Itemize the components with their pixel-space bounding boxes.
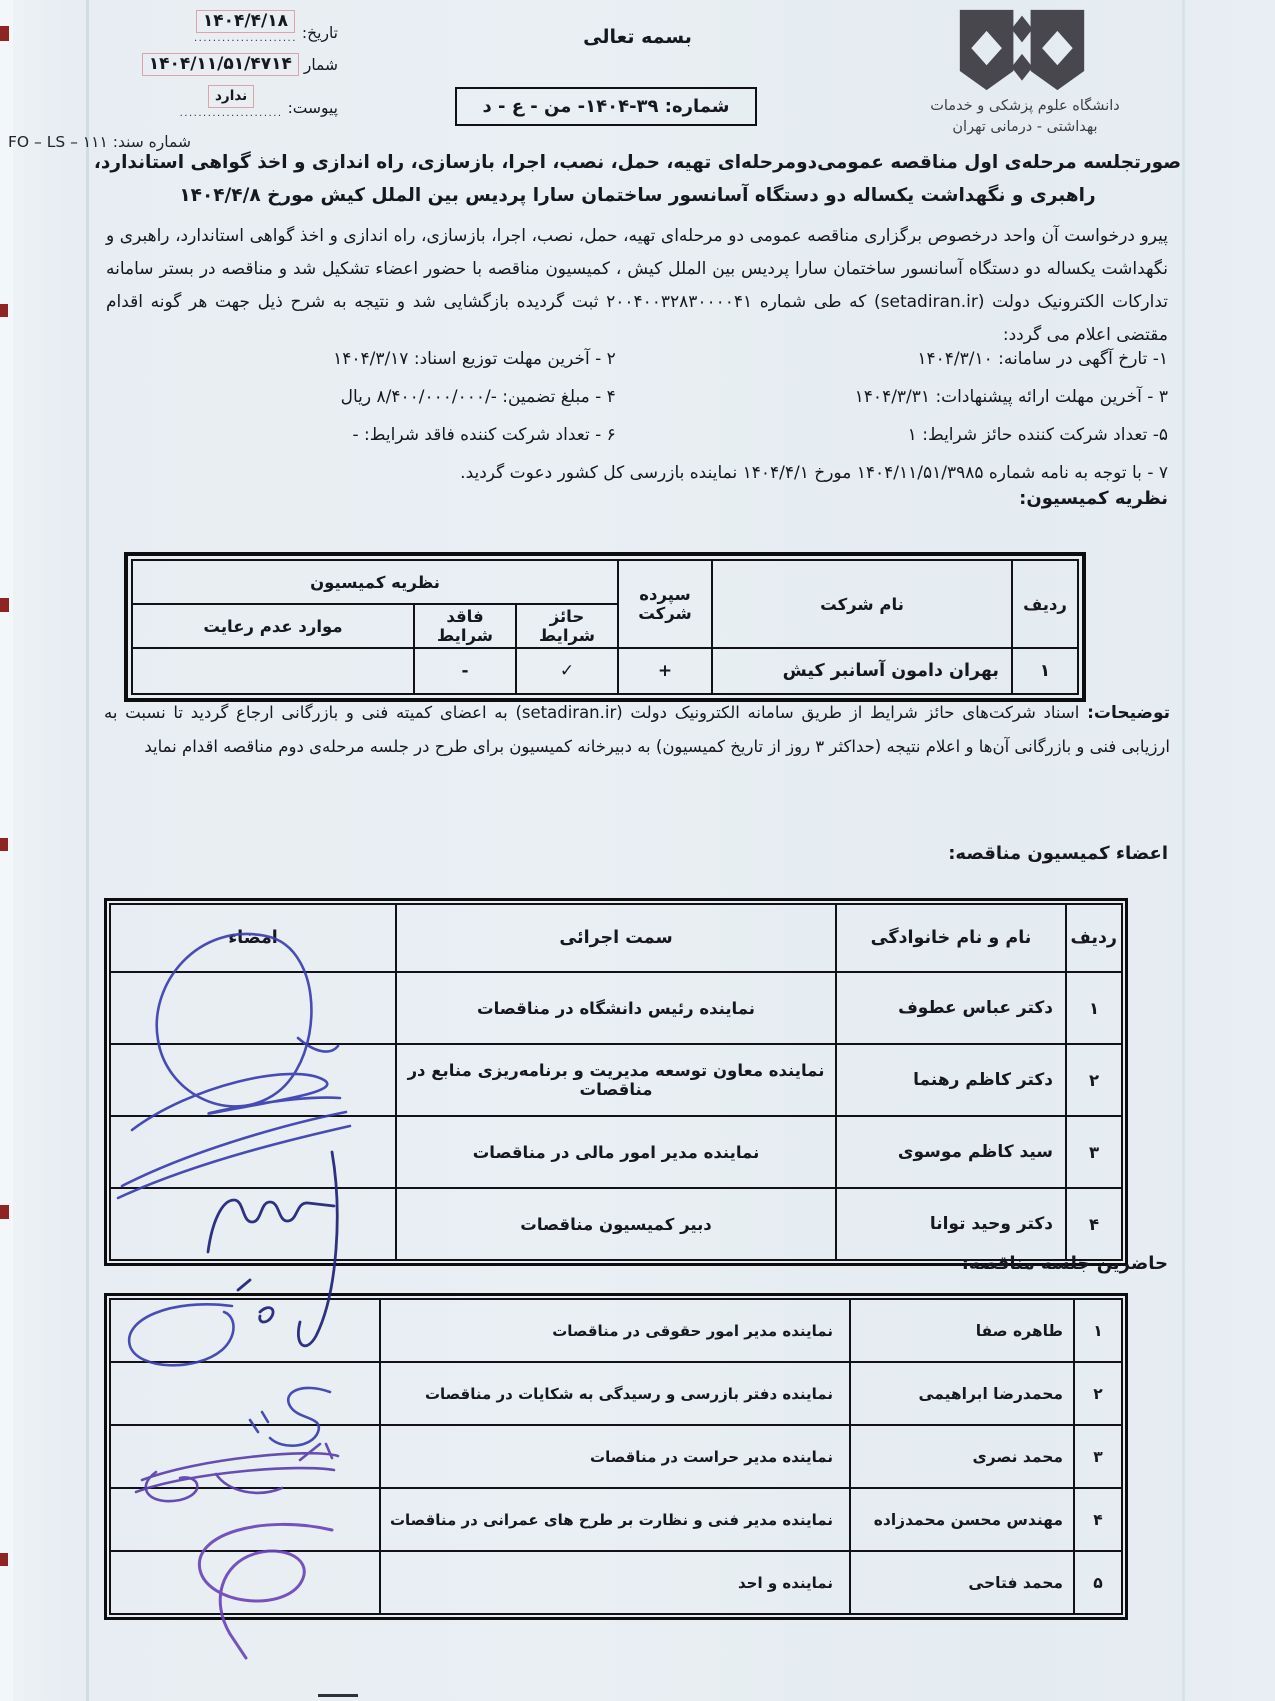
attendees-table-wrapper [104,1293,1128,1620]
item-qualified-count: ۵- تعداد شرکت کننده حائز شرایط: ۱ [907,425,1168,445]
cell-signature [110,1116,396,1188]
cell-member-role: دبیر کمیسیون مناقصات [396,1188,836,1260]
cell-radif: ۵ [1074,1551,1122,1614]
cell-unqualified-mark: - [414,648,516,694]
cell-radif: ۲ [1074,1362,1122,1425]
date-label: تاریخ: [301,24,338,42]
cell-signature [110,1551,380,1614]
cell-radif: ۲ [1066,1044,1122,1116]
notes-text: اسناد شرکت‌های حائز شرایط از طریق سامانه الکترونیک دولت (setadiran.ir) به اعضای کمیته فنی و بازرگانی ارجاع گردید تا نسبت به ارزیابی فنی و بازرگانی آن‌ها و اعلام نتیجه (حداکثر ۳ روز از تاریخ کمیسیون) به دبیرخانه کمیسیون برای طرح در جلسه مرحله‌ی دوم مناقصه اقدام نماید [104,703,1170,756]
cell-attendee-name: محمدرضا ابراهیمی [850,1362,1074,1425]
number-label: شمار [303,56,338,74]
scan-artifact [0,1205,9,1219]
cell-radif: ۱ [1012,648,1078,694]
title-line1: صورتجلسه مرحله‌ی اول مناقصه عمومی‌دومرحله‌ای تهیه، حمل، نصب، اجرا، بازسازی، راه اندازی و اخذ گواهی استاندارد، [93,152,1182,173]
tums-emblem-icon [948,6,1096,94]
cell-signature [110,972,396,1044]
cell-attendee-role: نماینده مدیر حراست در مناقصات [380,1425,850,1488]
table-row [110,1551,1122,1614]
scan-artifact [0,304,8,317]
col-opinion-group: نظریه کمیسیون [132,560,618,604]
cell-member-name: سید کاظم موسوی [836,1116,1066,1188]
besmeleh-text: بسمه تعالی [583,26,692,48]
members-heading: اعضاء کمیسیون مناقصه: [948,843,1168,864]
title-line2: راهبری و نگهداشت یکساله دو دستگاه آسانسور ساختمان سارا پردیس بین الملل کیش مورخ ۱۴۰۴/۴/۸ [179,185,1096,206]
cell-company-name: بهران دامون آسانبر کیش [712,648,1012,694]
table-row [110,1188,1122,1260]
cell-member-role: نماینده رئیس دانشگاه در مناقصات [396,972,836,1044]
opinion-heading: نظریه کمیسیون: [1019,488,1168,509]
university-name [903,96,1147,138]
opinion-table [131,559,1079,695]
item-guarantee-amount: ۴ - مبلغ تضمین: -/۸/۴۰۰/۰۰۰/۰۰۰ ریال [340,387,616,407]
col-violations: موارد عدم رعایت [132,604,414,648]
university-logo [948,6,1096,94]
cell-member-name: دکتر کاظم رهنما [836,1044,1066,1116]
cell-attendee-role: نماینده مدیر امور حقوقی در مناقصات [380,1299,850,1362]
dotted-line: ...................... [179,108,283,119]
item-unqualified-count: ۶ - تعداد شرکت کننده فاقد شرایط: - [352,425,616,445]
cell-attendee-name: طاهره صفا [850,1299,1074,1362]
cell-member-name: دکتر عباس عطوف [836,972,1066,1044]
tender-summary-items [106,344,1168,488]
cell-qualified-checkmark: ✓ [516,648,618,694]
university-name-line2: بهداشتی - درمانی تهران [952,119,1098,135]
item-docs-deadline: ۲ - آخرین مهلت توزیع اسناد: ۱۴۰۴/۳/۱۷ [333,349,616,369]
attendees-heading: حاضرین جلسه مناقصه: [961,1253,1168,1274]
table-row [110,1488,1122,1551]
table-row [110,1116,1122,1188]
table-row [110,1044,1122,1116]
table-row [110,972,1122,1044]
col-deposit: سپرده شرکت [618,560,712,648]
col-company: نام شرکت [712,560,1012,648]
col-fullname: نام و نام خانوادگی [836,904,1066,972]
item-inspector-invited: ۷ - با توجه به نامه شماره ۱۴۰۴/۱۱/۵۱/۳۹۸۵ مورخ ۱۴۰۴/۴/۱ نماینده بازرسی کل کشور دعوت گردید. [460,463,1168,483]
item-ad-date: ۱- تارخ آگهی در سامانه: ۱۴۰۴/۳/۱۰ [917,349,1168,369]
table-row [110,1299,1122,1362]
col-role: سمت اجرائی [396,904,836,972]
cell-signature [110,1299,380,1362]
cell-radif: ۱ [1074,1299,1122,1362]
scan-artifact [318,1694,358,1697]
col-radif: ردیف [1066,904,1122,972]
cell-attendee-name: مهندس محسن محمدزاده [850,1488,1074,1551]
col-signature: امضاء [110,904,396,972]
col-qualified: حائز شرایط [516,604,618,648]
cell-attendee-role: نماینده مدیر فنی و نظارت بر طرح های عمرانی در مناقصات [380,1488,850,1551]
cell-attendee-role: نماینده دفتر بازرسی و رسیدگی به شکایات در مناقصات [380,1362,850,1425]
notes-label: توضیحات: [1087,703,1170,723]
scan-crease [1182,0,1185,1701]
university-name-line1: دانشگاه علوم پزشکی و خدمات [930,98,1120,114]
cell-deposit-mark: + [618,648,712,694]
number-value: ۱۴۰۴/۱۱/۵۱/۴۷۱۴ [142,53,299,76]
cell-radif: ۴ [1074,1488,1122,1551]
cell-attendee-name: محمد فتاحی [850,1551,1074,1614]
scan-artifact [0,838,8,851]
number-field [142,53,338,76]
attachment-field [180,85,338,119]
document-code-value: FO – LS – ۱۱۱ [8,133,108,151]
members-table-wrapper [104,898,1128,1266]
cell-radif: ۳ [1066,1116,1122,1188]
cell-member-role: نماینده مدیر امور مالی در مناقصات [396,1116,836,1188]
cell-member-role: نماینده معاون توسعه مدیریت و برنامه‌ریزی منابع در مناقصات [396,1044,836,1116]
dotted-line: ...................... [193,33,297,44]
cell-signature [110,1488,380,1551]
scan-artifact [0,1553,8,1566]
document-code-label: شماره سند: [112,133,191,151]
cell-signature [110,1188,396,1260]
letter-number-box: شماره: ۳۹‏-۱۴۰۴‏- من - ع - د [455,87,757,126]
cell-signature [110,1362,380,1425]
attachment-label: پیوست: [287,99,338,117]
notes-paragraph [104,696,1170,763]
cell-signature [110,1425,380,1488]
item-proposal-deadline: ۳ - آخرین مهلت ارائه پیشنهادات: ۱۴۰۴/۳/۳۱ [854,387,1168,407]
cell-violations [132,648,414,694]
cell-signature [110,1044,396,1116]
date-value: ۱۴۰۴/۴/۱۸ [196,10,295,33]
opinion-table-wrapper [124,552,1086,702]
attachment-value: ندارد [208,85,254,108]
attendees-table [109,1298,1123,1615]
table-row [110,1362,1122,1425]
cell-member-name: دکتر وحید توانا [836,1188,1066,1260]
members-table [109,903,1123,1261]
cell-radif: ۳ [1074,1425,1122,1488]
cell-radif: ۱ [1066,972,1122,1044]
cell-radif: ۴ [1066,1188,1122,1260]
col-unqualified: فاقد شرایط [414,604,516,648]
table-row [132,648,1078,694]
scan-crease [86,0,89,1701]
col-radif: ردیف [1012,560,1078,648]
cell-attendee-role: نماینده و احد [380,1551,850,1614]
document-title [55,146,1220,212]
intro-paragraph: پیرو درخواست آن واحد درخصوص برگزاری مناقصه عمومی دو مرحله‌ای تهیه، حمل، نصب، اجرا، بازسازی، راه اندازی و اخذ گواهی استاندارد، راهبری و نگهداشت یکساله دو دستگاه آسانسور ساختمان سارا پردیس بین الملل کیش ، کمیسیون مناقصه با حضور اعضاء تشکیل شد و مناقصه در بستر سامانه تدارکات الکترونیک دولت (setadiran.ir) که طی شماره ۲۰۰۴۰۰۳۲۸۳۰۰۰۰۴۱ ثبت گردیده بازگشایی شد و نتیجه به شرح ذیل جهت هر گونه اقدام مقتضی اعلام می گردد: [106,226,1168,345]
scan-artifact [0,598,9,612]
cell-attendee-name: محمد نصری [850,1425,1074,1488]
table-row [110,1425,1122,1488]
